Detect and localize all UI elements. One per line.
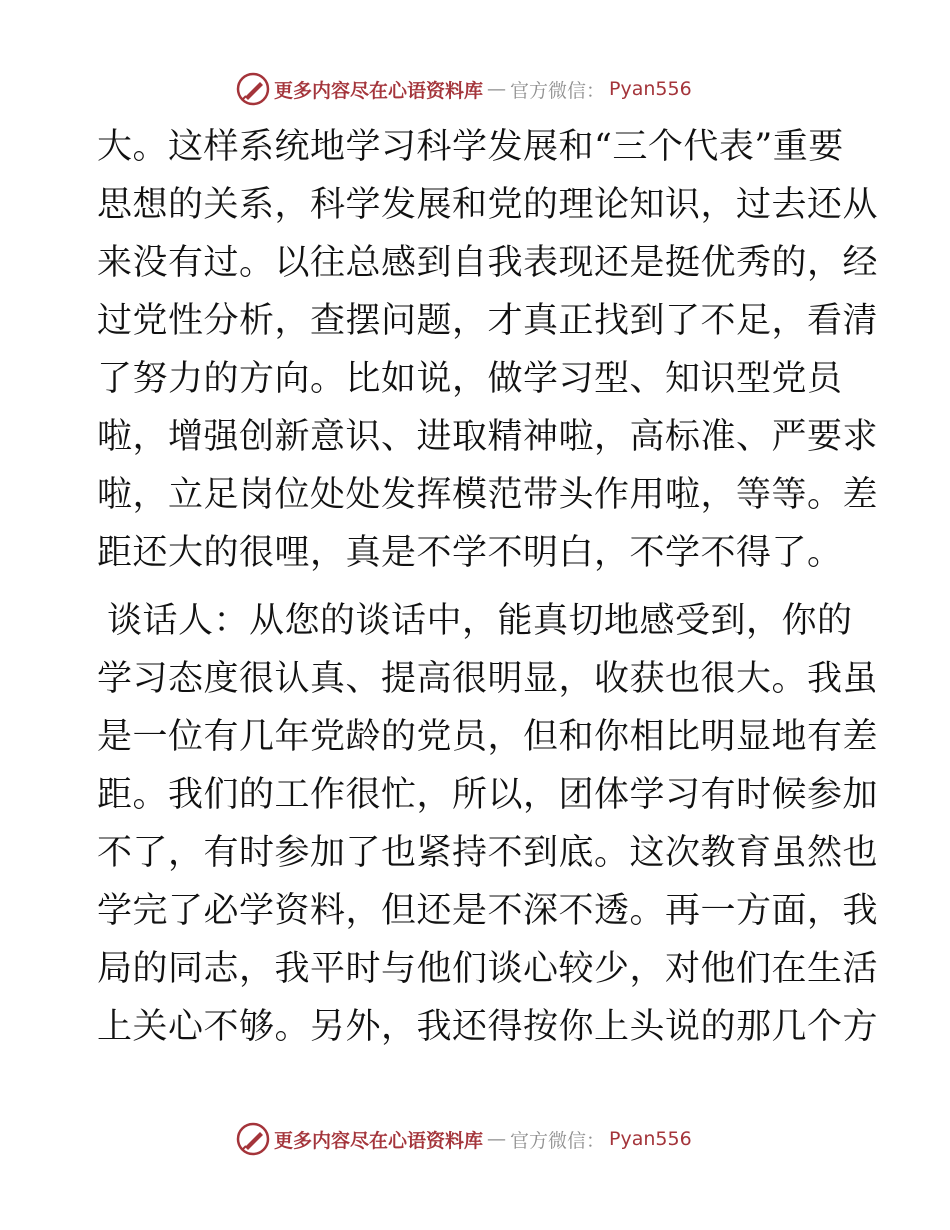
watermark-main-text: 更多内容尽在心语资料库: [274, 1129, 484, 1152]
text-line: 大。这样系统地学习科学发展和“三个代表”重要: [97, 127, 844, 167]
text-line: 学习态度很认真、提高很明显，收获也很大。我虽: [97, 659, 879, 699]
text-line: 来没有过。以往总感到自我表现还是挺优秀的，经: [97, 243, 879, 283]
watermark-wechat-id: Pyan556: [609, 1128, 692, 1150]
watermark-main-text: 更多内容尽在心语资料库: [274, 79, 484, 102]
text-line: 距。我们的工作很忙，所以，团体学习有时候参加: [97, 775, 879, 815]
watermark-label: 官方微信：: [510, 79, 606, 102]
footer-watermark: [236, 1122, 692, 1156]
text-line: 啦，立足岗位处处发挥模范带头作用啦，等等。差: [97, 475, 879, 515]
text-line: 局的同志，我平时与他们谈心较少，对他们在生活: [97, 949, 879, 989]
quill-logo-icon: [236, 1122, 270, 1156]
watermark-wechat-id: Pyan556: [609, 78, 692, 100]
watermark-dash: —: [487, 78, 507, 100]
text-line: 了努力的方向。比如说，做学习型、知识型党员: [97, 359, 843, 399]
watermark-dash: —: [487, 1128, 507, 1150]
paragraph-2: [97, 592, 879, 1056]
header-watermark: [236, 72, 692, 106]
text-line: 是一位有几年党龄的党员，但和你相比明显地有差: [97, 717, 879, 757]
text-line: 不了，有时参加了也紧持不到底。这次教育虽然也: [97, 833, 879, 873]
text-line: 思想的关系，科学发展和党的理论知识，过去还从: [97, 185, 879, 225]
watermark-label: 官方微信：: [510, 1129, 606, 1152]
text-line: 上关心不够。另外，我还得按你上头说的那几个方: [97, 1007, 879, 1047]
text-line: 啦，增强创新意识、进取精神啦，高标准、严要求: [97, 417, 879, 457]
text-line: 距还大的很哩，真是不学不明白，不学不得了。: [97, 533, 843, 573]
text-line: 学完了必学资料，但还是不深不透。再一方面，我: [97, 891, 879, 931]
text-line: 谈话人：从您的谈话中，能真切地感受到，你的: [107, 601, 853, 641]
paragraph-1: [97, 118, 879, 582]
quill-logo-icon: [236, 72, 270, 106]
text-line: 过党性分析，查摆问题，才真正找到了不足，看清: [97, 301, 879, 341]
document-body: [97, 118, 879, 1056]
